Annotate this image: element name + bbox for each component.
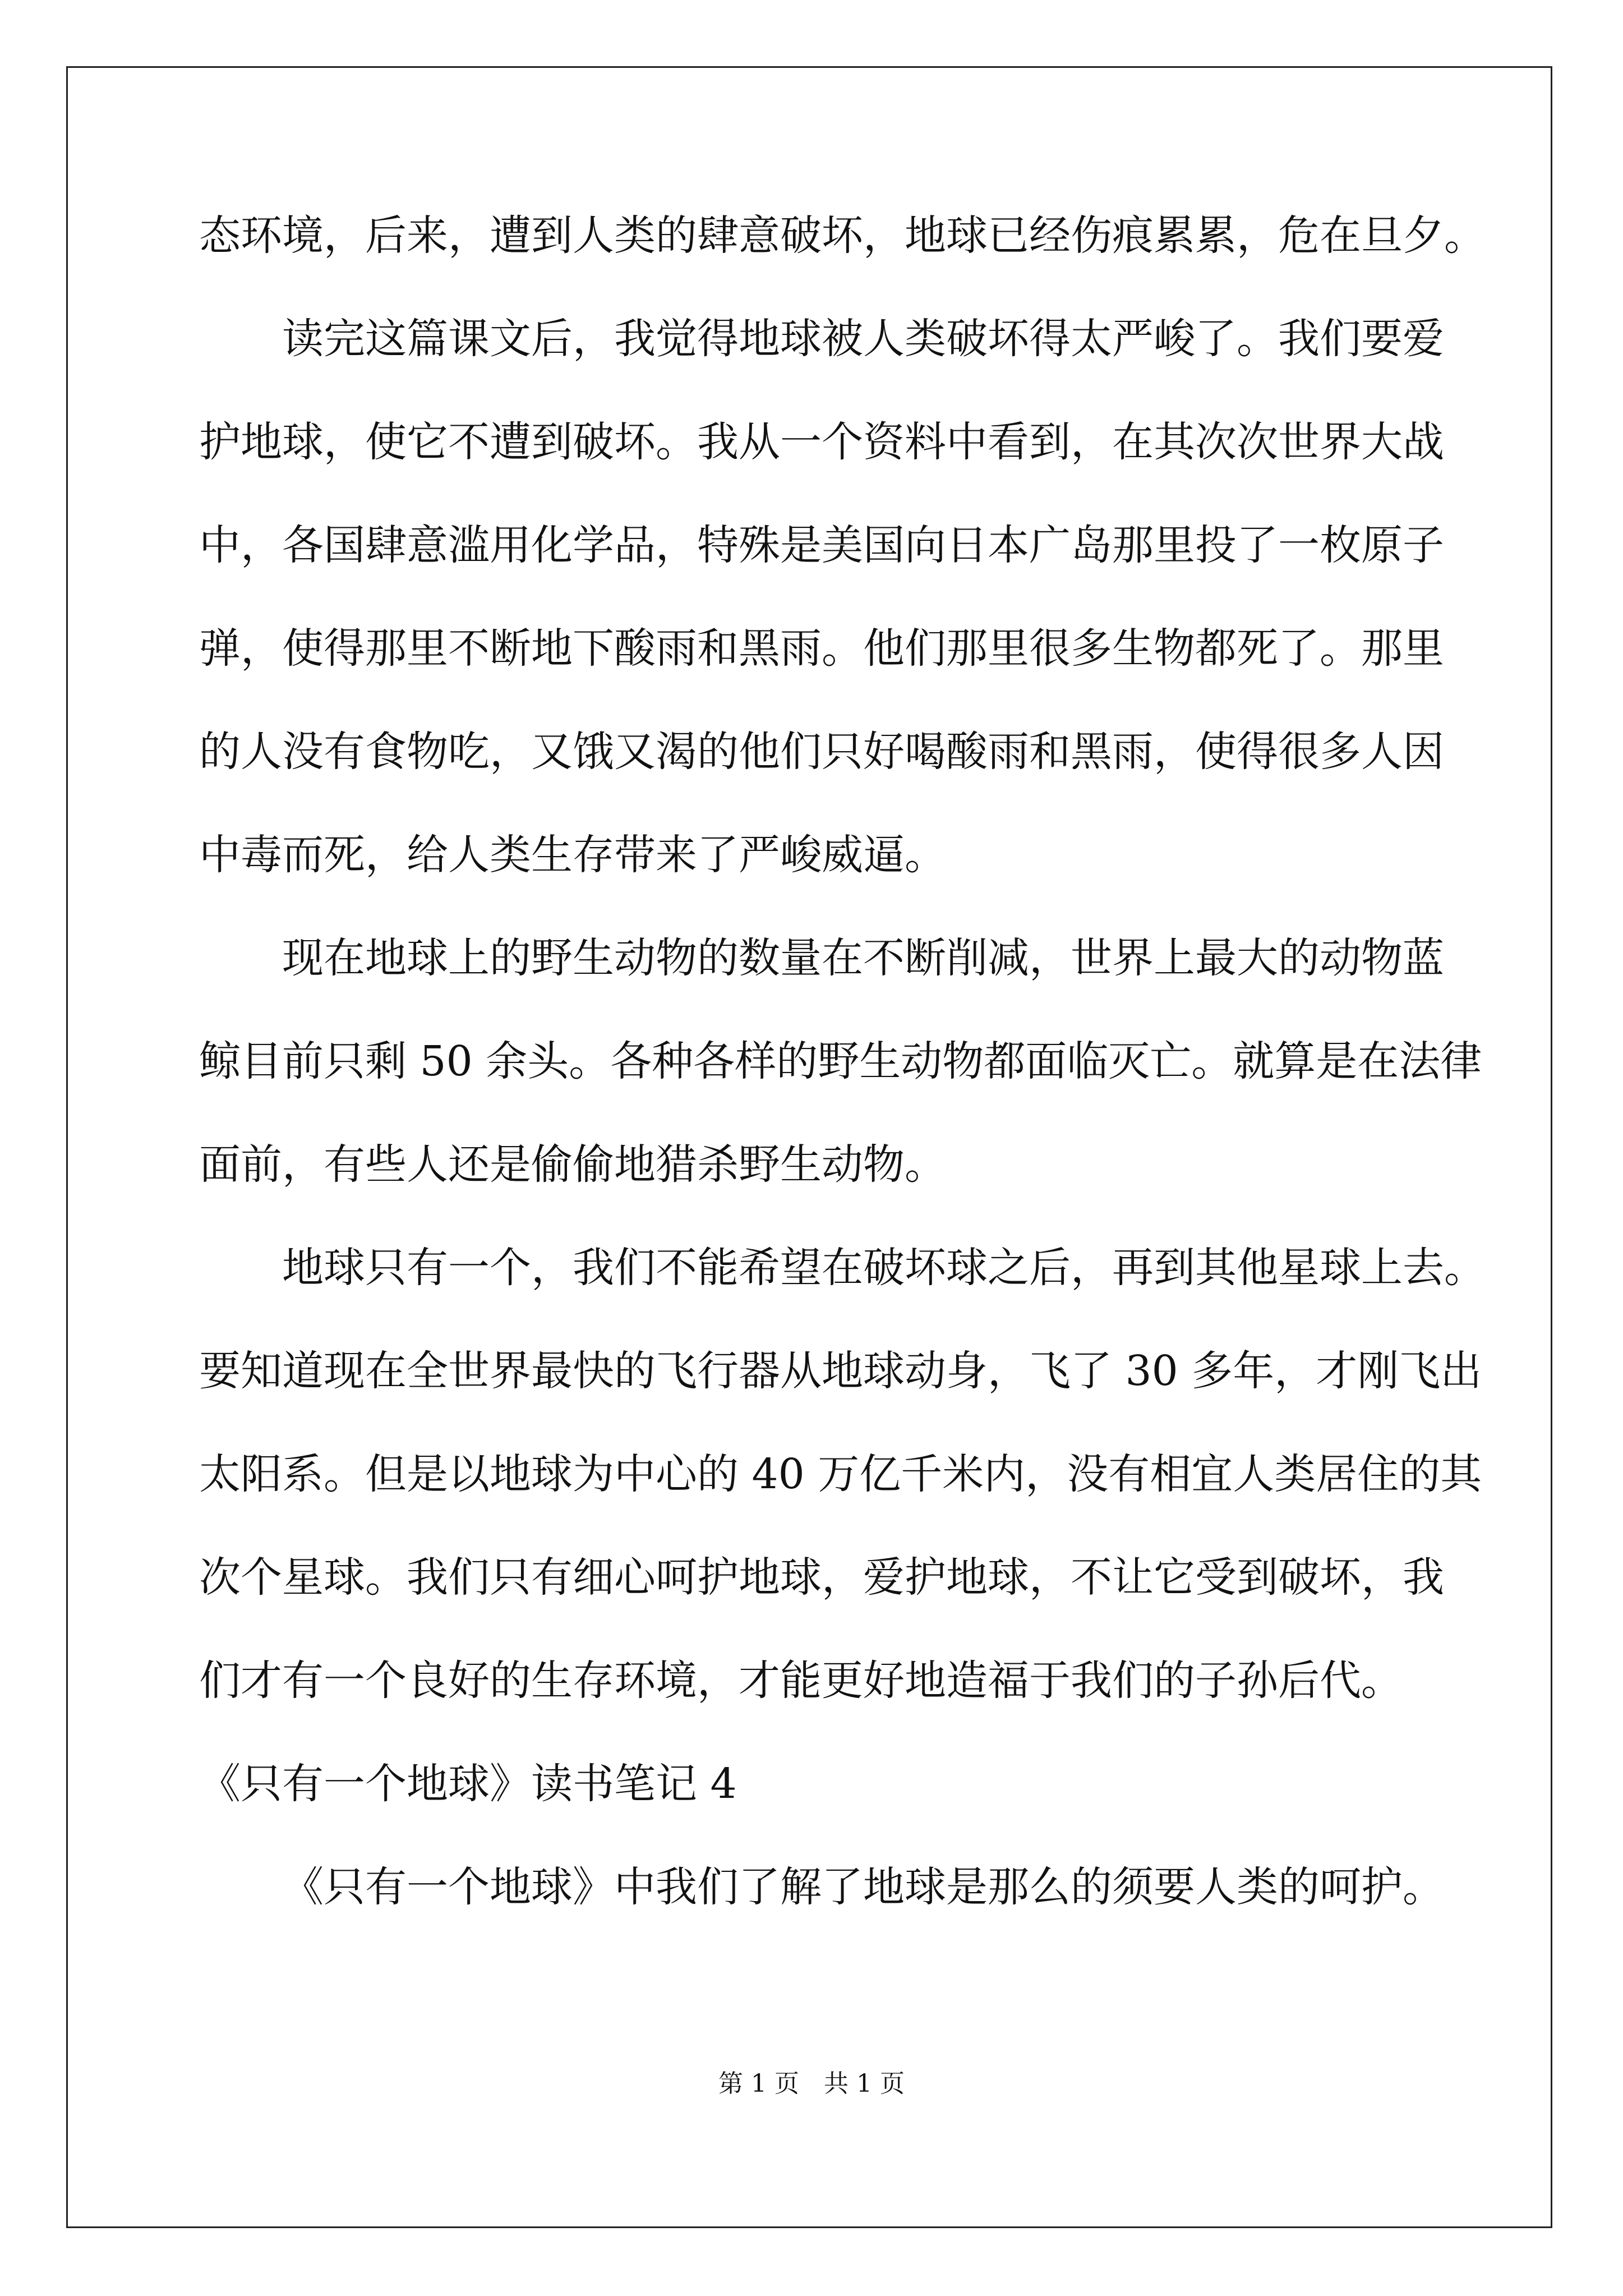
text-line: 态环境，后来，遭到人类的肆意破坏，地球已经伤痕累累，危在旦夕。 [199, 211, 1486, 260]
text-line: 护地球，使它不遭到破坏。我从一个资料中看到，在其次次世界大战 [199, 418, 1444, 466]
section-heading: 《只有一个地球》读书笔记 4 [199, 1760, 737, 1808]
text-line: 次个星球。我们只有细心呵护地球，爱护地球，不让它受到破坏，我 [199, 1553, 1444, 1602]
paragraph-start-line: 地球只有一个，我们不能希望在破坏球之后，再到其他星球上去。 [282, 1244, 1486, 1292]
text-line: 的人没有食物吃，又饿又渴的他们只好喝酸雨和黑雨，使得很多人因 [199, 728, 1444, 776]
paragraph-start-line: 读完这篇课文后，我觉得地球被人类破坏得太严峻了。我们要爱 [282, 315, 1444, 363]
page-number-footer: 第 1 页 共 1 页 [718, 2069, 905, 2098]
text-line: 鲸目前只剩 50 余头。各种各样的野生动物都面临灭亡。就算是在法律 [199, 1037, 1482, 1085]
text-line: 要知道现在全世界最快的飞行器从地球动身，飞了 30 多年，才刚飞出 [199, 1347, 1482, 1395]
text-line: 面前，有些人还是偷偷地猎杀野生动物。 [199, 1140, 946, 1189]
paragraph-start-line: 《只有一个地球》中我们了解了地球是那么的须要人类的呵护。 [282, 1863, 1444, 1911]
text-line: 太阳系。但是以地球为中心的 40 万亿千米内，没有相宜人类居住的其 [199, 1450, 1482, 1498]
text-line: 中毒而死，给人类生存带来了严峻威逼。 [199, 831, 946, 879]
paragraph-start-line: 现在地球上的野生动物的数量在不断削减，世界上最大的动物蓝 [282, 934, 1444, 982]
text-line: 中，各国肆意滥用化学品，特殊是美国向日本广岛那里投了一枚原子 [199, 521, 1444, 569]
text-line: 们才有一个良好的生存环境，才能更好地造福于我们的子孙后代。 [199, 1657, 1403, 1705]
text-line: 弹，使得那里不断地下酸雨和黑雨。他们那里很多生物都死了。那里 [199, 624, 1444, 673]
